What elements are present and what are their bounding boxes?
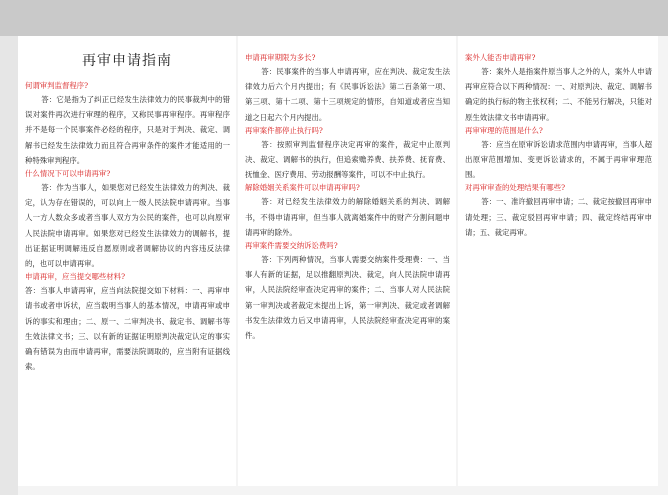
section-body-deadline: 答：民事案件的当事人申请再审，应在判决、裁定发生法律效力后六个月内提出；有《民事诉讼法》第二百条第一项、第三项、第十二项、第十三项规定的情形，自知道或者应当知道之日起六个月内提出。	[245, 67, 450, 122]
section-heading-fees: 再审案件需要交纳诉讼费吗?	[245, 241, 338, 251]
section-heading-scope: 再审审理的范围是什么?	[465, 125, 543, 135]
section-body-fees: 答：下列两种情况，当事人需要交纳案件受理费：一、当事人有新的证据，足以推翻原判决、裁定，向人民法院申请再审，人民法院经审查决定再审的案件；二、当事人对人民法院第一审判决或者裁定未提出上诉，第一审判决、裁定或者调解书发生法律效力后又申请再审，人民法院经审查决定再审的案件。	[245, 255, 450, 341]
panel-left	[18, 36, 236, 486]
section-heading-suspend-execution: 再审案件都停止执行吗?	[245, 125, 323, 135]
section-heading-when-apply: 什么情况下可以申请再审?	[25, 169, 111, 179]
column-2	[238, 36, 456, 343]
panel-middle	[238, 36, 456, 486]
top-band	[0, 0, 668, 36]
page-title: 再审申请指南	[82, 53, 172, 69]
panel-right	[458, 36, 658, 486]
left-margin-strip	[0, 36, 18, 495]
section-heading-deadline: 申请再审期限为多长?	[245, 53, 316, 62]
section-heading-outsider: 案外人能否申请再审?	[465, 53, 536, 62]
section-heading-materials: 申请再审，应当提交哪些材料?	[25, 272, 126, 282]
column-1	[18, 80, 236, 374]
section-body-when-apply: 答：作为当事人，如果您对已经发生法律效力的判决、裁定，认为存在错误的，可以向上一级人民法院申请再审。当事人一方人数众多或者当事人双方为公民的案件，也可以向原审人民法院申请再审。如果您对已经发生法律效力的调解书，提出证据证明调解违反自愿原则或者调解协议的内容违反法律的，也可以申请再审。	[25, 183, 230, 269]
section-body-divorce: 答：对已经发生法律效力的解除婚姻关系的判决、调解书，不得申请再审，但当事人就离婚案件中的财产分割问题申请再审的除外。	[245, 197, 450, 237]
section-heading-supervision: 何谓审判监督程序?	[25, 81, 89, 90]
column-3	[458, 36, 658, 240]
section-heading-results: 对再审审查的处理结果有哪些?	[465, 183, 566, 193]
section-body-supervision: 答：它是指为了纠正已经发生法律效力的民事裁判中的错误对案件再次进行审理的程序，又称民事再审程序。再审程序并不是每一个民事案件必经的程序，只是对于判决、裁定、调解书已经发生法律效力而且符合再审条件的案件才能适用的一种特殊审判程序。	[25, 95, 230, 165]
section-body-suspend-execution: 答：按照审判监督程序决定再审的案件，裁定中止原判决、裁定、调解书的执行，但追索赡养费、扶养费、抚育费、抚恤金、医疗费用、劳动报酬等案件，可以不中止执行。	[245, 139, 450, 180]
section-body-materials: 答：当事人申请再审，应当向法院提交如下材料：一、再审申请书或者申诉状，应当载明当事人的基本情况，申请再审或申诉的事实和理由；二、原一、二审判决书、裁定书、调解书等生效法律文书；三、以有新的证据证明原判决裁定认定的事实确有错误为由而申请再审，需要法院调取的，应当附有证据线索。	[25, 286, 230, 372]
section-body-outsider: 答：案外人是指案件原当事人之外的人，案外人申请再审应符合以下两种情况：一、对原判决、裁定、调解书确定的执行标的物主张权利；二、不能另行解决，只能对原生效法律文书申请再审。	[465, 67, 652, 122]
section-heading-divorce: 解除婚姻关系案件可以申请再审吗?	[245, 183, 360, 193]
section-body-results: 答：一、准许撤回再审申请；二、裁定按撤回再审申请处理；三、裁定驳回再审申请；四、裁定终结再审申请；五、裁定再审。	[465, 197, 652, 237]
section-body-scope: 答：应当在原审诉讼请求范围内申请再审，当事人超出原审范围增加、变更诉讼请求的，不属于再审审理范围。	[465, 139, 652, 180]
